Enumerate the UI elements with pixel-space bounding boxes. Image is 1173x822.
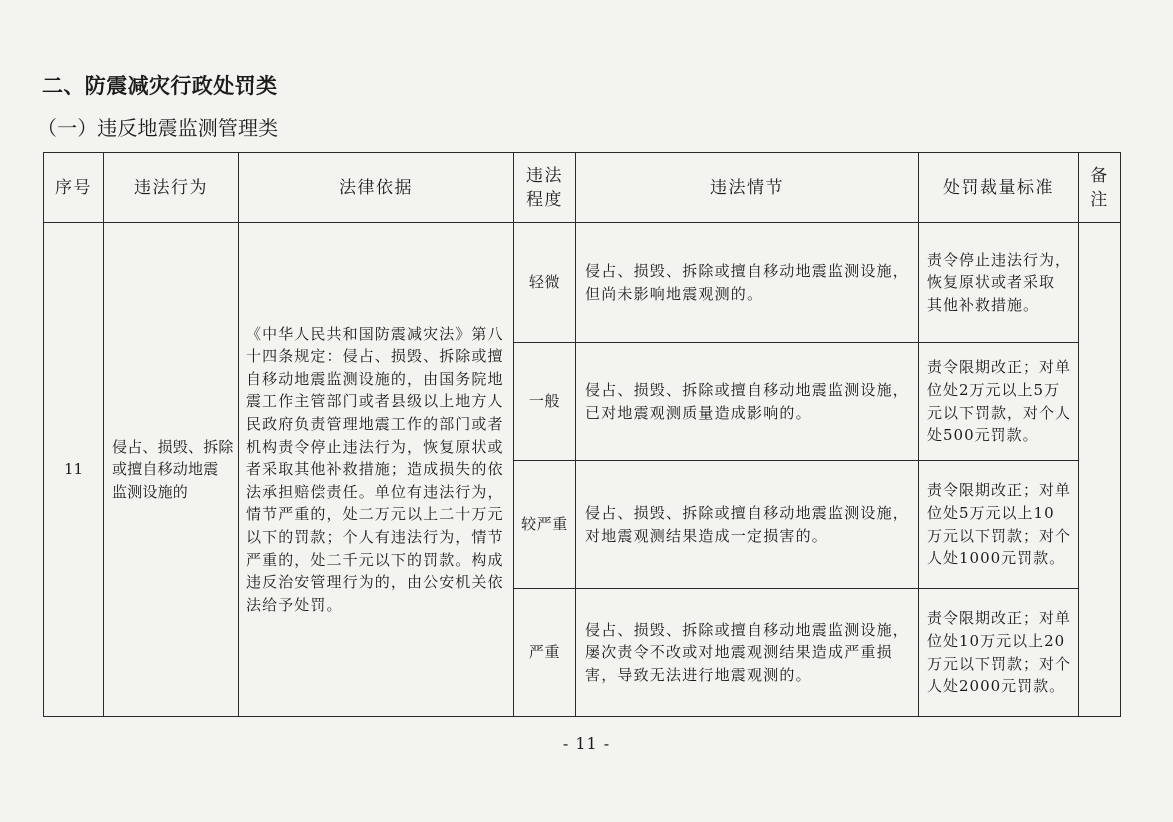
subsection-title: （一）违反地震监测管理类 [37,116,279,140]
section-title: 二、防震减灾行政处罚类 [42,74,278,98]
header-violation-act: 违法行为 [104,153,239,223]
cell-circumstance: 侵占、损毁、拆除或擅自移动地震监测设施， 但尚未影响地震观测的。 [576,223,919,343]
header-remark: 备 注 [1079,153,1121,223]
cell-violation-act: 侵占、损毁、拆除 或擅自移动地震 监测设施的 [104,223,239,717]
header-violation-degree: 违法 程度 [514,153,576,223]
cell-degree: 严重 [514,589,576,717]
cell-circumstance: 侵占、损毁、拆除或擅自移动地震监测设施， 对地震观测结果造成一定损害的。 [576,461,919,589]
cell-degree: 一般 [514,343,576,461]
cell-degree: 较严重 [514,461,576,589]
cell-degree: 轻微 [514,223,576,343]
table-row [44,223,1121,343]
table-header-row [44,153,1121,223]
cell-circumstance: 侵占、损毁、拆除或擅自移动地震监测设施， 屡次责令不改或对地震观测结果造成严重损 害，导致无法进行地震观测的。 [576,589,919,717]
header-violation-circumstance: 违法情节 [576,153,919,223]
page-number: - 11 - [562,734,611,753]
cell-legal-basis: 《中华人民共和国防震减灾法》第八 十四条规定：侵占、损毁、拆除或擅 自移动地震监测设施的，由国务院地 震工作主管部门或者县级以上地方人 民政府负责管理地震工作的部门或者 机构责令停止违法行为，恢复原状或 者采取其他补救措施；造成损失的依 法承担赔偿责任。单位有违法行为， 情节严重的，处二万元以上二十万元 以下的罚款；个人有违法行为，情节 严重的，处二千元以下的罚款。构成 违反治安管理行为的，由公安机关依 法给予处罚。 [239,223,514,717]
cell-index: 11 [44,223,104,717]
header-index: 序号 [44,153,104,223]
cell-penalty-standard: 责令限期改正；对单 位处5万元以上10 万元以下罚款；对个 人处1000元罚款。 [919,461,1079,589]
cell-penalty-standard: 责令限期改正；对单 位处10万元以上20 万元以下罚款；对个 人处2000元罚款。 [919,589,1079,717]
cell-penalty-standard: 责令停止违法行为， 恢复原状或者采取 其他补救措施。 [919,223,1079,343]
penalty-discretion-table [43,152,1121,717]
cell-remark [1079,223,1121,717]
header-legal-basis: 法律依据 [239,153,514,223]
cell-penalty-standard: 责令限期改正；对单 位处2万元以上5万 元以下罚款，对个人 处500元罚款。 [919,343,1079,461]
header-penalty-standard: 处罚裁量标准 [919,153,1079,223]
cell-circumstance: 侵占、损毁、拆除或擅自移动地震监测设施， 已对地震观测质量造成影响的。 [576,343,919,461]
